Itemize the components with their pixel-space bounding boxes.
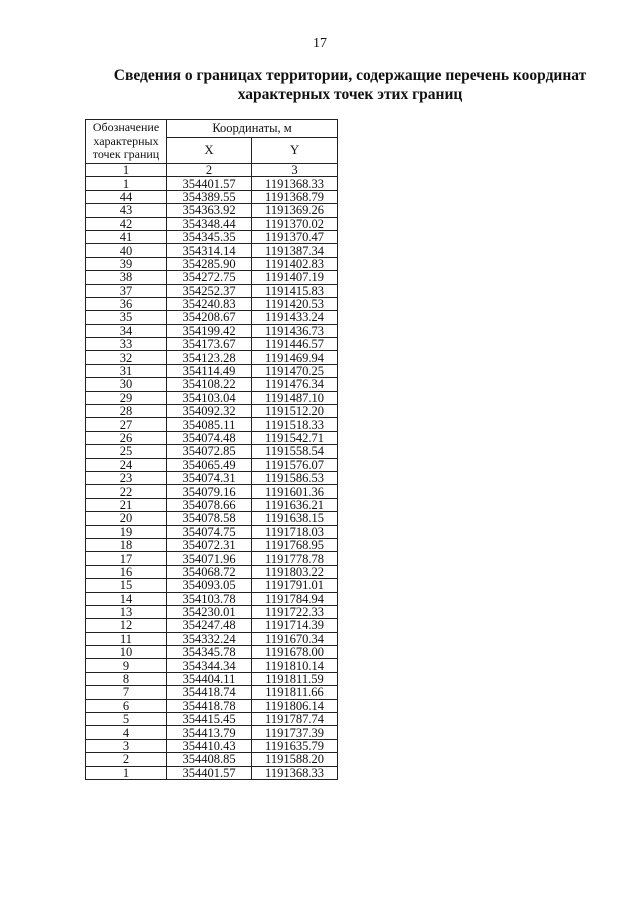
x-coordinate-cell: 354415.45 [167,713,252,726]
point-number-cell: 24 [86,458,167,471]
y-coordinate-cell: 1191370.02 [252,217,338,230]
point-number-cell: 11 [86,632,167,645]
x-coordinate-cell: 354085.11 [167,418,252,431]
point-number-cell: 28 [86,405,167,418]
x-coordinate-cell: 354389.55 [167,190,252,203]
x-coordinate-cell: 354410.43 [167,739,252,752]
table-row [86,632,338,645]
table-row [86,351,338,364]
table-row [86,726,338,739]
table-row [86,244,338,257]
table-row [86,391,338,404]
point-number-cell: 20 [86,512,167,525]
point-number-cell: 17 [86,552,167,565]
y-coordinate-cell: 1191407.19 [252,271,338,284]
point-number-cell: 12 [86,619,167,632]
y-coordinate-cell: 1191803.22 [252,565,338,578]
table-row [86,525,338,538]
point-number-cell: 16 [86,565,167,578]
table-row [86,646,338,659]
y-coordinate-cell: 1191601.36 [252,485,338,498]
point-number-cell: 30 [86,378,167,391]
y-coordinate-cell: 1191436.73 [252,324,338,337]
y-coordinate-cell: 1191415.83 [252,284,338,297]
point-number-cell: 10 [86,646,167,659]
table-row [86,284,338,297]
x-coordinate-cell: 354332.24 [167,632,252,645]
y-coordinate-cell: 1191787.74 [252,713,338,726]
y-coordinate-cell: 1191714.39 [252,619,338,632]
x-coordinate-cell: 354272.75 [167,271,252,284]
title-line-2: характерных точек этих границ [237,86,463,103]
x-coordinate-cell: 354072.31 [167,538,252,551]
y-coordinate-cell: 1191768.95 [252,538,338,551]
point-number-cell: 3 [86,739,167,752]
x-coordinate-cell: 354103.78 [167,592,252,605]
y-coordinate-cell: 1191558.54 [252,445,338,458]
table-row [86,338,338,351]
y-coordinate-cell: 1191420.53 [252,297,338,310]
point-number-cell: 25 [86,445,167,458]
y-coordinate-cell: 1191469.94 [252,351,338,364]
y-coordinate-cell: 1191487.10 [252,391,338,404]
point-number-cell: 37 [86,284,167,297]
x-column-header: X [167,138,252,164]
point-number-cell: 36 [86,297,167,310]
x-coordinate-cell: 354103.04 [167,391,252,404]
table-row [86,565,338,578]
x-coordinate-cell: 354208.67 [167,311,252,324]
y-coordinate-cell: 1191369.26 [252,204,338,217]
table-row [86,699,338,712]
table-row [86,672,338,685]
point-header-line-2: характерных [93,133,159,148]
y-coordinate-cell: 1191368.33 [252,766,338,779]
table-row [86,766,338,779]
x-coordinate-cell: 354401.57 [167,177,252,190]
x-coordinate-cell: 354078.58 [167,512,252,525]
x-coordinate-cell: 354072.85 [167,445,252,458]
table-row [86,552,338,565]
table-row [86,297,338,310]
x-coordinate-cell: 354071.96 [167,552,252,565]
x-coordinate-cell: 354074.31 [167,471,252,484]
table-row [86,271,338,284]
x-coordinate-cell: 354074.75 [167,525,252,538]
y-coordinate-cell: 1191784.94 [252,592,338,605]
point-number-cell: 1 [86,766,167,779]
y-column-header: Y [252,138,338,164]
x-coordinate-cell: 354408.85 [167,753,252,766]
table-row [86,605,338,618]
page-title [100,66,600,104]
y-coordinate-cell: 1191370.47 [252,230,338,243]
column-number-row [86,164,338,177]
y-coordinate-cell: 1191670.34 [252,632,338,645]
x-coordinate-cell: 354413.79 [167,726,252,739]
x-coordinate-cell: 354344.34 [167,659,252,672]
y-coordinate-cell: 1191678.00 [252,646,338,659]
y-coordinate-cell: 1191368.79 [252,190,338,203]
table-row [86,686,338,699]
y-coordinate-cell: 1191512.20 [252,405,338,418]
table-row [86,230,338,243]
point-number-cell: 32 [86,351,167,364]
table-row [86,619,338,632]
point-number-cell: 23 [86,471,167,484]
point-number-cell: 39 [86,257,167,270]
point-number-cell: 8 [86,672,167,685]
y-coordinate-cell: 1191722.33 [252,605,338,618]
table-row [86,739,338,752]
x-coordinate-cell: 354404.11 [167,672,252,685]
title-line-1: Сведения о границах территории, содержащие перечень координат [113,67,587,84]
x-coordinate-cell: 354230.01 [167,605,252,618]
point-number-cell: 15 [86,579,167,592]
header-row [86,120,338,138]
table-row [86,418,338,431]
x-coordinate-cell: 354199.42 [167,324,252,337]
y-coordinate-cell: 1191476.34 [252,378,338,391]
table-row [86,378,338,391]
x-coordinate-cell: 354418.78 [167,699,252,712]
y-coordinate-cell: 1191433.24 [252,311,338,324]
table-row [86,311,338,324]
point-number-cell: 38 [86,271,167,284]
column-number-3: 3 [252,164,338,177]
table-row [86,324,338,337]
point-number-cell: 42 [86,217,167,230]
table-row [86,458,338,471]
point-header-line-3: точек границ [92,147,160,162]
x-coordinate-cell: 354065.49 [167,458,252,471]
y-coordinate-cell: 1191811.59 [252,672,338,685]
point-header-line-1: Обозначение [92,120,160,135]
table-row [86,405,338,418]
table-row [86,431,338,444]
y-coordinate-cell: 1191586.53 [252,471,338,484]
point-number-cell: 19 [86,525,167,538]
point-number-cell: 33 [86,338,167,351]
x-coordinate-cell: 354247.48 [167,619,252,632]
x-coordinate-cell: 354345.35 [167,230,252,243]
x-coordinate-cell: 354240.83 [167,297,252,310]
y-coordinate-cell: 1191387.34 [252,244,338,257]
table-row [86,592,338,605]
x-coordinate-cell: 354285.90 [167,257,252,270]
table-row [86,713,338,726]
point-number-cell: 4 [86,726,167,739]
y-coordinate-cell: 1191718.03 [252,525,338,538]
point-number-cell: 18 [86,538,167,551]
point-column-header [86,120,167,164]
x-coordinate-cell: 354252.37 [167,284,252,297]
x-coordinate-cell: 354074.48 [167,431,252,444]
point-number-cell: 29 [86,391,167,404]
column-number-1: 1 [86,164,167,177]
table-row [86,204,338,217]
point-number-cell: 7 [86,686,167,699]
table-row [86,364,338,377]
y-coordinate-cell: 1191791.01 [252,579,338,592]
y-coordinate-cell: 1191470.25 [252,364,338,377]
point-number-cell: 5 [86,713,167,726]
point-number-cell: 14 [86,592,167,605]
y-coordinate-cell: 1191402.83 [252,257,338,270]
y-coordinate-cell: 1191518.33 [252,418,338,431]
y-coordinate-cell: 1191737.39 [252,726,338,739]
table-row [86,217,338,230]
x-coordinate-cell: 354068.72 [167,565,252,578]
table-row [86,190,338,203]
table-row [86,538,338,551]
point-number-cell: 13 [86,605,167,618]
x-coordinate-cell: 354108.22 [167,378,252,391]
point-number-cell: 43 [86,204,167,217]
y-coordinate-cell: 1191810.14 [252,659,338,672]
point-number-cell: 2 [86,753,167,766]
x-coordinate-cell: 354314.14 [167,244,252,257]
x-coordinate-cell: 354348.44 [167,217,252,230]
y-coordinate-cell: 1191811.66 [252,686,338,699]
y-coordinate-cell: 1191446.57 [252,338,338,351]
point-number-cell: 31 [86,364,167,377]
point-number-cell: 41 [86,230,167,243]
table-row [86,753,338,766]
table-row [86,257,338,270]
point-number-cell: 9 [86,659,167,672]
x-coordinate-cell: 354418.74 [167,686,252,699]
table-row [86,471,338,484]
y-coordinate-cell: 1191368.33 [252,177,338,190]
point-number-cell: 26 [86,431,167,444]
coordinates-header: Координаты, м [167,120,338,138]
table-row [86,177,338,190]
x-coordinate-cell: 354092.32 [167,405,252,418]
y-coordinate-cell: 1191588.20 [252,753,338,766]
point-number-cell: 6 [86,699,167,712]
coordinates-table [85,119,338,780]
x-coordinate-cell: 354123.28 [167,351,252,364]
point-number-cell: 27 [86,418,167,431]
table-row [86,659,338,672]
y-coordinate-cell: 1191806.14 [252,699,338,712]
point-number-cell: 35 [86,311,167,324]
y-coordinate-cell: 1191778.78 [252,552,338,565]
x-coordinate-cell: 354401.57 [167,766,252,779]
x-coordinate-cell: 354079.16 [167,485,252,498]
x-coordinate-cell: 354093.05 [167,579,252,592]
page-number: 17 [313,36,327,51]
x-coordinate-cell: 354173.67 [167,338,252,351]
table-row [86,512,338,525]
point-number-cell: 44 [86,190,167,203]
point-number-cell: 34 [86,324,167,337]
y-coordinate-cell: 1191576.07 [252,458,338,471]
table-row [86,485,338,498]
column-number-2: 2 [167,164,252,177]
point-number-cell: 40 [86,244,167,257]
point-number-cell: 22 [86,485,167,498]
x-coordinate-cell: 354363.92 [167,204,252,217]
x-coordinate-cell: 354114.49 [167,364,252,377]
table-row [86,445,338,458]
table-row [86,498,338,511]
y-coordinate-cell: 1191635.79 [252,739,338,752]
y-coordinate-cell: 1191636.21 [252,498,338,511]
point-number-cell: 1 [86,177,167,190]
x-coordinate-cell: 354345.78 [167,646,252,659]
x-coordinate-cell: 354078.66 [167,498,252,511]
point-number-cell: 21 [86,498,167,511]
y-coordinate-cell: 1191542.71 [252,431,338,444]
table-row [86,579,338,592]
y-coordinate-cell: 1191638.15 [252,512,338,525]
